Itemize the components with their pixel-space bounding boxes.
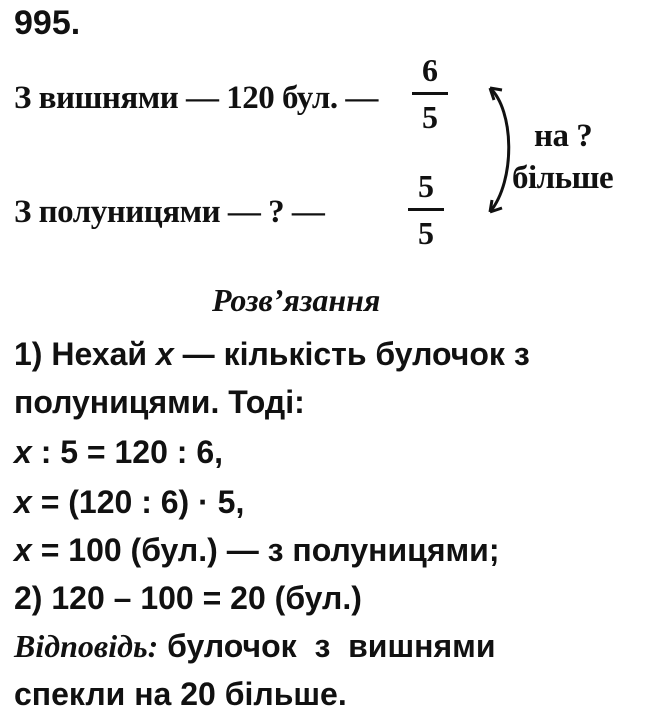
fraction-bar	[412, 92, 448, 95]
condition-row-cherries: З вишнями — 120 бул. —	[14, 80, 378, 116]
answer-line-2: спекли на 20 більше.	[14, 676, 347, 712]
variable-x: x	[14, 532, 32, 568]
bracket-label-line2: більше	[512, 160, 614, 196]
equation-3	[14, 532, 500, 569]
bracket-label-line1: на ?	[534, 118, 593, 154]
fraction-denominator: 5	[422, 99, 438, 135]
answer-line-1	[14, 628, 495, 665]
answer-label: Відповідь:	[14, 628, 159, 664]
equation-3-text: = 100 (бул.) — з полуницями;	[40, 532, 500, 568]
fraction-bar	[408, 208, 444, 211]
variable-x: x	[14, 434, 32, 470]
answer-text-1: булочок з вишнями	[167, 628, 496, 664]
fraction-numerator: 6	[422, 52, 438, 88]
equation-1	[14, 434, 223, 471]
condition-row-strawberries: З полуницями — ? —	[14, 194, 325, 230]
solution-step-2: 2) 120 – 100 = 20 (бул.)	[14, 580, 362, 616]
equation-1-text: : 5 = 120 : 6,	[40, 434, 224, 470]
fraction-cherries	[410, 52, 450, 135]
step-one-text: — кількість булочок з	[182, 336, 530, 372]
equation-2	[14, 484, 244, 521]
comparison-arrow-icon	[480, 80, 540, 220]
fraction-strawberries	[406, 168, 446, 251]
variable-x: x	[14, 484, 32, 520]
variable-x: x	[155, 336, 174, 372]
solution-heading: Розв’язання	[212, 282, 381, 318]
solution-line-1	[14, 336, 530, 373]
solution-line-2: полуницями. Тоді:	[14, 384, 305, 420]
fraction-numerator: 5	[418, 168, 434, 204]
step-one-label: 1) Нехай	[14, 336, 148, 372]
fraction-denominator: 5	[418, 215, 434, 251]
equation-2-text: = (120 : 6) · 5,	[40, 484, 245, 520]
problem-number: 995.	[14, 4, 81, 42]
